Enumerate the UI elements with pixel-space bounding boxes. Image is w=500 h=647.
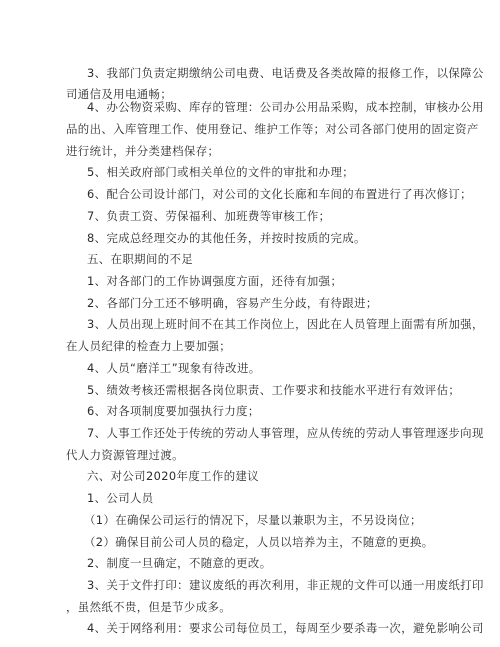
paragraph-line: 在人员纪律的检查力上要加强；: [66, 339, 232, 353]
paragraph-line: 3、关于文件打印：建议废纸的再次利用，非正规的文件可以通一用废纸打印: [87, 578, 484, 592]
paragraph-line: 3、我部门负责定期缴纳公司电费、电话费及各类故障的报修工作，以保障公: [87, 66, 484, 80]
paragraph-line: 8、完成总经理交办的其他任务，并按时按质的完成。: [87, 231, 366, 245]
paragraph-line: 进行统计，并分类建档保存；: [66, 144, 220, 158]
paragraph-line: （2）确保目前公司人员的稳定，人员以培养为主，不随意的更换。: [84, 535, 434, 549]
paragraph-line: 司通信及用电通畅；: [66, 87, 173, 101]
paragraph-line: 6、配合公司设计部门，对公司的文化长廊和车间的布置进行了再次修订；: [87, 187, 472, 201]
paragraph-line: 3、人员出现上班时间不在其工作岗位上，因此在人员管理上面需有所加强，: [87, 317, 484, 331]
paragraph-line: 2、各部门分工还不够明确，容易产生分歧，有待跟进；: [87, 296, 378, 310]
paragraph-line: 4、人员“磨洋工”现象有待改进。: [87, 361, 261, 375]
paragraph-line: 4、办公物资采购、库存的管理：公司办公用品采购，成本控制，审核办公用: [87, 100, 484, 114]
paragraph-line: 1、对各部门的工作协调强度方面，还待有加强；: [87, 274, 343, 288]
paragraph-line: 6、对各项制度要加强执行力度；: [87, 404, 260, 418]
paragraph-line: 7、负责工资、劳保福利、加班费等审核工作；: [87, 209, 331, 223]
paragraph-line: 代人力资源管理过渡。: [66, 448, 184, 462]
paragraph-line: 品的出、入库管理工作、使用登记、维护工作等；对公司各部门使用的固定资产: [66, 122, 479, 136]
paragraph-line: 7、人事工作还处于传统的劳动人事管理，应从传统的劳动人事管理逐步向现: [87, 426, 484, 440]
paragraph-line: 2、制度一旦确定，不随意的更改。: [87, 556, 272, 570]
section-heading: 五、在职期间的不足: [87, 252, 194, 266]
paragraph-line: 4、关于网络利用：要求公司每位员工，每周至少要杀毒一次，避免影响公司: [87, 621, 484, 635]
paragraph-line: 5、相关政府部门或相关单位的文件的审批和办理；: [87, 165, 355, 179]
paragraph-line: ，虽然纸不贵，但是节少成多。: [66, 600, 232, 614]
section-heading: 六、对公司2020年度工作的建议: [87, 469, 260, 483]
paragraph-line: （1）在确保公司运行的情况下，尽量以兼职为主，不另设岗位；: [84, 513, 422, 527]
paragraph-line: 1、公司人员: [87, 491, 154, 505]
paragraph-line: 5、绩效考核还需根据各岗位职责、工作要求和技能水平进行有效评估；: [87, 383, 461, 397]
